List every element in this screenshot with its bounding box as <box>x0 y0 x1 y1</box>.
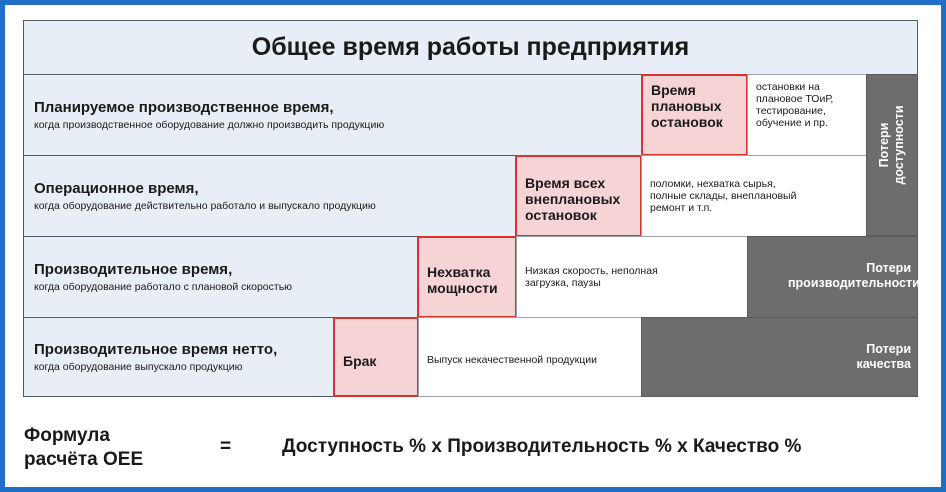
row-subtitle: когда оборудование выпускало продукцию <box>34 361 243 373</box>
row-operating-time <box>23 155 517 237</box>
diagram-title: Общее время работы предприятия <box>23 20 918 75</box>
row-subtitle: когда производственное оборудование должно производить продукцию <box>34 119 385 131</box>
performance-losses-box: Потери производительности <box>747 236 918 318</box>
loss-defects: Брак <box>333 317 419 397</box>
loss-unplanned-stops: Время всех внеплановых остановок <box>515 155 642 237</box>
loss-planned-stops: Время плановых остановок <box>641 74 748 156</box>
availability-losses-label: Потери доступности <box>877 105 906 185</box>
row-title: Операционное время, <box>34 180 199 197</box>
quality-losses-box: Потери качества <box>641 317 918 397</box>
row-productive-time <box>23 236 419 318</box>
row-subtitle: когда оборудование работало с плановой скоростью <box>34 281 293 293</box>
loss-capacity: Нехватка мощности <box>417 236 517 318</box>
row-planned-time <box>23 74 643 156</box>
availability-losses-box <box>866 74 918 236</box>
row-title: Производительное время, <box>34 261 233 278</box>
row-subtitle: когда оборудование действительно работало и выпускало продукцию <box>34 200 376 212</box>
row-net-productive-time <box>23 317 336 397</box>
row-title: Производительное время нетто, <box>34 341 278 358</box>
formula-label: Формула расчёта OEE <box>24 425 144 470</box>
row-title: Планируемое производственное время, <box>34 99 334 116</box>
desc-planned-stops: остановки на плановое ТОиР, тестирование, обучение и пр. <box>747 74 867 156</box>
desc-defects: Выпуск некачественной продукции <box>418 317 642 397</box>
formula-expression: Доступность % х Производительность % х Качество % <box>282 436 802 457</box>
desc-unplanned-stops: поломки, нехватка сырья, полные склады, внеплановый ремонт и т.п. <box>641 155 867 237</box>
formula-equals: = <box>220 436 232 457</box>
desc-capacity: Низкая скорость, неполная загрузка, паузы <box>516 236 748 318</box>
